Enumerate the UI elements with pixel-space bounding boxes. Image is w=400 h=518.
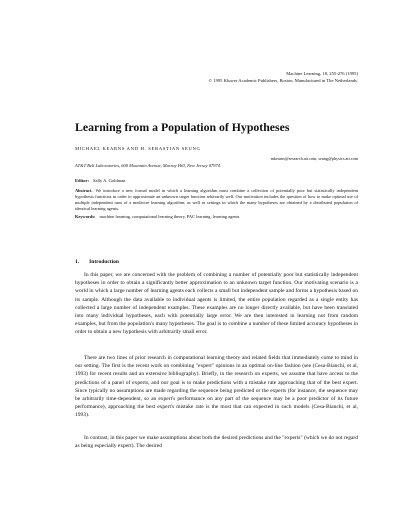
section-number: 1. [75, 259, 80, 265]
journal-citation: Machine Learning, 18, 255-276 (1995) [286, 71, 358, 76]
section-heading [75, 259, 119, 265]
paper-title: Learning from a Population of Hypotheses [75, 120, 290, 134]
editor-label: Editor: [75, 178, 89, 183]
authors: MICHAEL KEARNS AND H. SEBASTIAN SEUNG [75, 146, 201, 151]
body-paragraph: In contrast, in this paper we make assumptions about both the desired predictions and the "experts" (which we do not regard as being especially expert). The desired [75, 435, 358, 450]
author-emails: mkearns@research.att.com, seung@physics.att.com [270, 156, 358, 161]
abstract [75, 188, 358, 212]
keywords-text: machine learning, computational learning theory, PAC learning, learning agents [99, 214, 240, 219]
keywords-label: Keywords: [75, 214, 96, 219]
affiliation: AT&T Bell Laboratories, 600 Mountain Avenue, Murray Hill, New Jersey 07974 [75, 163, 221, 168]
copyright-line: © 1995 Kluwer Academic Publishers, Boston. Manufactured in The Netherlands. [208, 78, 358, 83]
body-paragraph: There are two lines of prior research in computational learning theory and related fields that immediately come to mind in our setting. The first is the recent work on combining "expert" opinions in an optimal on-line fashion (see (Cesa-Bianchi, et al, 1993) for recent results and an extensive bibliography). Briefly, in the research on experts, we assume that have access to the predictions of a panel of experts, and our goal is to make predictions with a mistake rate approaching that of the best expert. Since typically no assumptions are made regarding the sequence being predicted or the experts (for instance, the sequence may be arbitrarily time-dependent, so an expert's performance on any part of the sequence may be a poor predictor of its future performance), approaching the best expert's mistake rate is the most that can expected in such models (Cesa-Bianchi, et al, 1993). [75, 355, 358, 419]
editor-name: Sally A. Goldman [93, 178, 126, 183]
editor-line [75, 178, 125, 183]
keywords [75, 214, 358, 220]
body-paragraph: In this paper, we are concerned with the problem of combining a number of potentially poor but statistically independent hypotheses in order to obtain a significantly better approximation to an unknown target function. Our motivating scenario is a world in which a large number of learning agents each collects a small but independent sample and forms a hypothesis based on its sample. Although the data available to individual agents is limited, the entire population regarded as a single entity has collected a large number of independent examples. These examples are no longer directly available, but have been translated into many individual hypotheses, each with potentially large error. We are then interested in learning not from random examples, but from the population's many hypotheses. The goal is to combine a number of these limited accuracy hypotheses in order to obtain a new hypothesis with arbitrarily small error. [75, 272, 358, 336]
section-title: Introduction [89, 259, 119, 265]
abstract-label: Abstract. [75, 188, 93, 193]
abstract-text: We introduce a new formal model in which a learning algorithm must combine a collection of potentially poor but statistically independent hypothesis functions in order to approximate an unknown target function arbitrarily well. Our motivation includes the question of how to make optimal use of multiple independent runs of a mediocre learning algorithm, as well as settings in which the many hypotheses are obtained by a distributed population of identical learning agents. [75, 188, 358, 211]
